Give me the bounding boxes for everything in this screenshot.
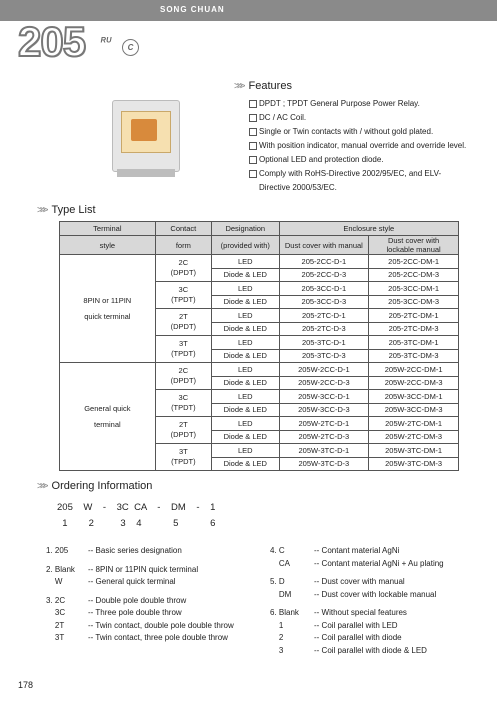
lockable-cell: 205-3CC-DM-3 bbox=[369, 295, 459, 309]
manual-cell: 205W-3TC-D-3 bbox=[279, 457, 369, 471]
header-contact: Contact bbox=[155, 222, 211, 236]
legend-item: 3C -- Three pole double throw bbox=[46, 608, 182, 617]
designation-cell: Diode & LED bbox=[212, 457, 279, 471]
header-lockable: Dust cover with lockable manual bbox=[369, 236, 459, 255]
header-contact-2: form bbox=[155, 236, 211, 255]
lockable-cell: 205W-3TC-DM-1 bbox=[369, 444, 459, 458]
designation-cell: LED bbox=[212, 282, 279, 296]
designation-cell: Diode & LED bbox=[212, 376, 279, 390]
manual-cell: 205W-3TC-D-1 bbox=[279, 444, 369, 458]
contact-form-cell: 3T (TPDT) bbox=[155, 336, 211, 363]
feature-item: Optional LED and protection diode. bbox=[249, 153, 484, 167]
legend-item: CA -- Contant material AgNi + Au plating bbox=[270, 558, 444, 568]
brand-name: SONG CHUAN bbox=[160, 5, 225, 14]
checkbox-square-icon bbox=[249, 100, 257, 108]
contact-form-cell: 3T (TPDT) bbox=[155, 444, 211, 471]
feature-item: With position indicator, manual override and override level. bbox=[249, 139, 484, 153]
lockable-cell: 205W-2TC-DM-1 bbox=[369, 417, 459, 431]
lockable-cell: 205W-3TC-DM-3 bbox=[369, 457, 459, 471]
table-row bbox=[60, 255, 459, 269]
header-terminal: Terminal bbox=[60, 222, 156, 236]
designation-cell: Diode & LED bbox=[212, 295, 279, 309]
checkbox-square-icon bbox=[249, 170, 257, 178]
legend-item: 1 -- Coil parallel with LED bbox=[270, 620, 398, 630]
checkbox-square-icon bbox=[249, 142, 257, 150]
ordering-legend-left bbox=[46, 545, 234, 645]
designation-cell: LED bbox=[212, 390, 279, 404]
lockable-cell: 205W-3CC-DM-3 bbox=[369, 403, 459, 417]
lockable-cell: 205W-2CC-DM-1 bbox=[369, 363, 459, 377]
chevrons-icon: >>> bbox=[234, 81, 243, 92]
ordering-heading: >>> Ordering Information bbox=[37, 480, 153, 492]
manual-cell: 205W-2CC-D-3 bbox=[279, 376, 369, 390]
order-code-index: 1 2 3 4 5 6 bbox=[57, 518, 216, 529]
manual-cell: 205-3TC-D-1 bbox=[279, 336, 369, 350]
contact-form-cell: 2T (DPDT) bbox=[155, 309, 211, 336]
feature-item: Directive 2000/53/EC. bbox=[259, 183, 337, 192]
legend-item: 2 -- Coil parallel with diode bbox=[270, 633, 402, 642]
page-number: 178 bbox=[18, 680, 34, 690]
features-list bbox=[249, 97, 484, 195]
relay-image bbox=[112, 100, 180, 172]
feature-item: Single or Twin contacts with / without gold plated. bbox=[249, 125, 484, 139]
legend-item: DM -- Dust cover with lockable manual bbox=[270, 589, 437, 599]
features-heading: >>> Features bbox=[234, 80, 292, 92]
header-designation: Designation bbox=[212, 222, 279, 236]
designation-cell: LED bbox=[212, 417, 279, 431]
manual-cell: 205W-3CC-D-3 bbox=[279, 403, 369, 417]
lockable-cell: 205-2CC-DM-1 bbox=[369, 255, 459, 269]
lockable-cell: 205-2TC-DM-3 bbox=[369, 322, 459, 336]
designation-cell: LED bbox=[212, 336, 279, 350]
chevrons-icon: >>> bbox=[37, 205, 46, 216]
lockable-cell: 205W-2TC-DM-3 bbox=[369, 430, 459, 444]
legend-item: 4. C -- Contant material AgNi bbox=[270, 546, 400, 555]
designation-cell: LED bbox=[212, 309, 279, 323]
legend-item: 6. Blank -- Without special features bbox=[270, 608, 407, 617]
designation-cell: LED bbox=[212, 363, 279, 377]
manual-cell: 205-2CC-D-1 bbox=[279, 255, 369, 269]
contact-form-cell: 2C (DPDT) bbox=[155, 363, 211, 390]
legend-item: 2. Blank -- 8PIN or 11PIN quick terminal bbox=[46, 564, 199, 574]
chevrons-icon: >>> bbox=[37, 481, 46, 492]
designation-cell: Diode & LED bbox=[212, 349, 279, 363]
designation-cell: Diode & LED bbox=[212, 322, 279, 336]
feature-item: DPDT ; TPDT General Purpose Power Relay. bbox=[249, 97, 484, 111]
type-list-table bbox=[59, 221, 459, 471]
checkbox-square-icon bbox=[249, 156, 257, 164]
manual-cell: 205-3TC-D-3 bbox=[279, 349, 369, 363]
csa-logo: C bbox=[122, 39, 139, 56]
lockable-cell: 205-3TC-DM-1 bbox=[369, 336, 459, 350]
contact-form-cell: 2T (DPDT) bbox=[155, 417, 211, 444]
lockable-cell: 205-3TC-DM-3 bbox=[369, 349, 459, 363]
contact-form-cell: 2C (DPDT) bbox=[155, 255, 211, 282]
terminal-style-cell: General quick terminal bbox=[60, 363, 156, 471]
manual-cell: 205-2CC-D-3 bbox=[279, 268, 369, 282]
designation-cell: Diode & LED bbox=[212, 430, 279, 444]
ordering-legend-right bbox=[270, 545, 444, 657]
manual-cell: 205-3CC-D-3 bbox=[279, 295, 369, 309]
order-code: 205 W - 3C CA - DM - 1 bbox=[57, 502, 216, 513]
manual-cell: 205W-2CC-D-1 bbox=[279, 363, 369, 377]
designation-cell: LED bbox=[212, 255, 279, 269]
lockable-cell: 205W-3CC-DM-1 bbox=[369, 390, 459, 404]
lockable-cell: 205-2CC-DM-3 bbox=[369, 268, 459, 282]
lockable-cell: 205-3CC-DM-1 bbox=[369, 282, 459, 296]
legend-item: W -- General quick terminal bbox=[46, 577, 176, 586]
legend-item: 3T -- Twin contact, three pole double throw bbox=[46, 633, 228, 642]
feature-item: Comply with RoHS-Directive 2002/95/EC, and ELV- bbox=[249, 167, 484, 181]
legend-item: 3. 2C -- Double pole double throw bbox=[46, 595, 187, 605]
legend-item: 3 -- Coil parallel with diode & LED bbox=[270, 645, 427, 655]
legend-item: 1. 205 -- Basic series designation bbox=[46, 546, 182, 555]
manual-cell: 205W-2TC-D-3 bbox=[279, 430, 369, 444]
header-manual: Dust cover with manual bbox=[279, 236, 369, 255]
manual-cell: 205-2TC-D-3 bbox=[279, 322, 369, 336]
manual-cell: 205-3CC-D-1 bbox=[279, 282, 369, 296]
manual-cell: 205W-2TC-D-1 bbox=[279, 417, 369, 431]
legend-item: 2T -- Twin contact, double pole double throw bbox=[46, 620, 234, 630]
header-designation-2: (provided with) bbox=[212, 236, 279, 255]
lockable-cell: 205W-2CC-DM-3 bbox=[369, 376, 459, 390]
model-number: 205 bbox=[18, 18, 86, 65]
feature-item: DC / AC Coil. bbox=[249, 111, 484, 125]
terminal-style-cell: 8PIN or 11PIN quick terminal bbox=[60, 255, 156, 363]
header-enclosure: Enclosure style bbox=[279, 222, 459, 236]
checkbox-square-icon bbox=[249, 114, 257, 122]
header-terminal-2: style bbox=[60, 236, 156, 255]
contact-form-cell: 3C (TPDT) bbox=[155, 390, 211, 417]
designation-cell: Diode & LED bbox=[212, 403, 279, 417]
type-list-heading: >>> Type List bbox=[37, 204, 96, 216]
manual-cell: 205-2TC-D-1 bbox=[279, 309, 369, 323]
designation-cell: LED bbox=[212, 444, 279, 458]
ul-logo: ᴿᵁ bbox=[100, 36, 112, 48]
manual-cell: 205W-3CC-D-1 bbox=[279, 390, 369, 404]
lockable-cell: 205-2TC-DM-1 bbox=[369, 309, 459, 323]
checkbox-square-icon bbox=[249, 128, 257, 136]
designation-cell: Diode & LED bbox=[212, 268, 279, 282]
legend-item: 5. D -- Dust cover with manual bbox=[270, 577, 405, 586]
contact-form-cell: 3C (TPDT) bbox=[155, 282, 211, 309]
table-row bbox=[60, 363, 459, 377]
